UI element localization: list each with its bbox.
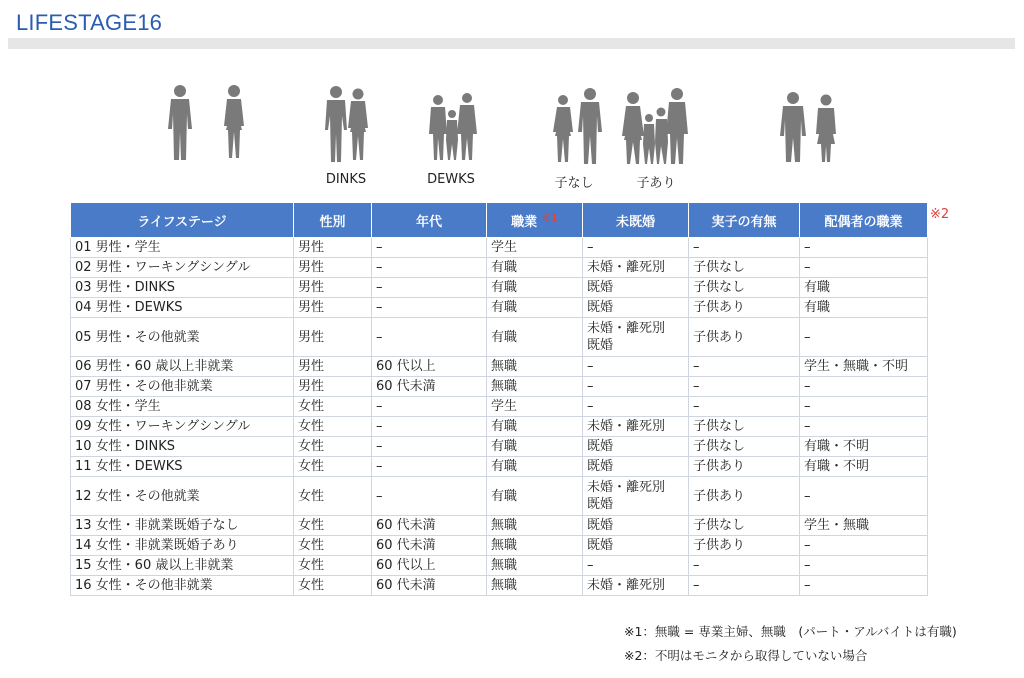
figure-label-no-children: 子なし — [554, 176, 594, 191]
cell-children: 子供あり — [689, 318, 800, 357]
table-row — [71, 477, 928, 516]
cell-spouse-occupation: 有職・不明 — [800, 437, 928, 457]
cell-marital-status: 既婚 — [583, 437, 689, 457]
cell-age: 60 代未満 — [372, 536, 487, 556]
cell-lifestage: 03 男性・DINKS — [71, 278, 294, 298]
cell-marital-status: 既婚 — [583, 457, 689, 477]
cell-occupation: 有職 — [487, 417, 583, 437]
figure-label-with-children: 子あり — [636, 176, 676, 191]
cell-gender: 男性 — [294, 258, 372, 278]
lifestage-table — [70, 202, 928, 596]
cell-children: 子供あり — [689, 536, 800, 556]
cell-marital-status — [583, 477, 689, 516]
header-spouse-occupation: 配偶者の職業 — [800, 203, 928, 238]
note-mark-1: ※1 — [541, 210, 558, 224]
cell-gender: 男性 — [294, 377, 372, 397]
cell-children: – — [689, 576, 800, 596]
cell-lifestage: 15 女性・60 歳以上非就業 — [71, 556, 294, 576]
cell-occupation: 有職 — [487, 298, 583, 318]
cell-occupation: 無職 — [487, 536, 583, 556]
header-children: 実子の有無 — [689, 203, 800, 238]
cell-line: 既婚 — [587, 497, 614, 512]
cell-lifestage: 10 女性・DINKS — [71, 437, 294, 457]
cell-gender: 女性 — [294, 556, 372, 576]
header-lifestage: ライフステージ — [71, 203, 294, 238]
cell-lifestage: 05 男性・その他就業 — [71, 318, 294, 357]
cell-gender: 女性 — [294, 576, 372, 596]
footnote-2: ※2：不明はモニタから取得していない場合 — [624, 648, 868, 663]
cell-marital-status: – — [583, 397, 689, 417]
cell-marital-status: 既婚 — [583, 298, 689, 318]
cell-line: 未婚・離死別 — [587, 321, 666, 336]
title-underline-bar — [8, 38, 1015, 49]
cell-lifestage: 11 女性・DEWKS — [71, 457, 294, 477]
figure-label-dinks: DINKS — [325, 172, 367, 187]
cell-line: 既婚 — [587, 338, 614, 353]
cell-lifestage: 08 女性・学生 — [71, 397, 294, 417]
table-row — [71, 457, 928, 477]
table-row — [71, 556, 928, 576]
cell-lifestage: 13 女性・非就業既婚子なし — [71, 516, 294, 536]
cell-occupation: 有職 — [487, 477, 583, 516]
table-row — [71, 397, 928, 417]
cell-spouse-occupation: – — [800, 258, 928, 278]
header-age: 年代 — [372, 203, 487, 238]
cell-lifestage: 06 男性・60 歳以上非就業 — [71, 357, 294, 377]
cell-gender: 女性 — [294, 417, 372, 437]
cell-occupation: 学生 — [487, 397, 583, 417]
cell-marital-status: 未婚・離死別 — [583, 576, 689, 596]
header-gender: 性別 — [294, 203, 372, 238]
table-row — [71, 417, 928, 437]
cell-age: – — [372, 258, 487, 278]
cell-children: 子供なし — [689, 258, 800, 278]
table-row — [71, 536, 928, 556]
header-occupation: 職業 $^{※1}$ — [487, 203, 583, 238]
childless-couple-silhouette-icon — [552, 84, 607, 166]
cell-marital-status: – — [583, 556, 689, 576]
table-row — [71, 298, 928, 318]
cell-spouse-occupation: – — [800, 377, 928, 397]
cell-gender: 女性 — [294, 516, 372, 536]
cell-children: – — [689, 556, 800, 576]
cell-gender: 男性 — [294, 238, 372, 258]
cell-gender: 女性 — [294, 457, 372, 477]
cell-occupation: 有職 — [487, 258, 583, 278]
cell-marital-status: 未婚・離死別 — [583, 258, 689, 278]
cell-children: 子供あり — [689, 457, 800, 477]
cell-occupation: 無職 — [487, 377, 583, 397]
page-title: LIFESTAGE16 — [16, 10, 163, 35]
cell-age: 60 代未満 — [372, 377, 487, 397]
table-row — [71, 318, 928, 357]
cell-age: – — [372, 457, 487, 477]
cell-marital-status: 既婚 — [583, 516, 689, 536]
cell-spouse-occupation: 有職 — [800, 298, 928, 318]
cell-spouse-occupation: – — [800, 576, 928, 596]
cell-children: – — [689, 377, 800, 397]
cell-children: 子供なし — [689, 437, 800, 457]
cell-lifestage: 09 女性・ワーキングシングル — [71, 417, 294, 437]
cell-children: – — [689, 397, 800, 417]
note-mark-2: ※2 — [930, 207, 950, 222]
table-row — [71, 238, 928, 258]
cell-lifestage: 14 女性・非就業既婚子あり — [71, 536, 294, 556]
table-row — [71, 278, 928, 298]
cell-age: 60 代以上 — [372, 556, 487, 576]
cell-age: – — [372, 397, 487, 417]
cell-spouse-occupation: – — [800, 477, 928, 516]
cell-spouse-occupation: – — [800, 556, 928, 576]
cell-age: – — [372, 278, 487, 298]
table-row — [71, 576, 928, 596]
table-row — [71, 258, 928, 278]
cell-children: – — [689, 238, 800, 258]
cell-spouse-occupation: 学生・無職 — [800, 516, 928, 536]
dewks-family-silhouette-icon — [428, 84, 478, 162]
cell-children: 子供あり — [689, 477, 800, 516]
table-row — [71, 377, 928, 397]
cell-children: 子供なし — [689, 417, 800, 437]
cell-spouse-occupation: – — [800, 397, 928, 417]
cell-line: 未婚・離死別 — [587, 480, 666, 495]
cell-lifestage: 07 男性・その他非就業 — [71, 377, 294, 397]
cell-marital-status: 既婚 — [583, 536, 689, 556]
cell-gender: 男性 — [294, 298, 372, 318]
cell-age: 60 代未満 — [372, 516, 487, 536]
cell-gender: 男性 — [294, 357, 372, 377]
cell-spouse-occupation: – — [800, 417, 928, 437]
elderly-couple-silhouette-icon — [778, 84, 840, 164]
cell-occupation: 有職 — [487, 278, 583, 298]
cell-gender: 女性 — [294, 536, 372, 556]
table-row — [71, 437, 928, 457]
cell-spouse-occupation: 学生・無職・不明 — [800, 357, 928, 377]
cell-spouse-occupation: – — [800, 318, 928, 357]
cell-spouse-occupation: 有職 — [800, 278, 928, 298]
cell-lifestage: 01 男性・学生 — [71, 238, 294, 258]
dinks-couple-silhouette-icon — [322, 84, 372, 164]
cell-lifestage: 12 女性・その他就業 — [71, 477, 294, 516]
cell-marital-status: – — [583, 357, 689, 377]
cell-occupation: 無職 — [487, 556, 583, 576]
table-row — [71, 357, 928, 377]
cell-age: – — [372, 477, 487, 516]
cell-age: – — [372, 298, 487, 318]
cell-age: – — [372, 437, 487, 457]
cell-gender: 女性 — [294, 437, 372, 457]
cell-occupation: 学生 — [487, 238, 583, 258]
footnote-1: ※1：無職 = 専業主婦、無職 (パート・アルバイトは有職) — [624, 624, 957, 639]
cell-marital-status — [583, 318, 689, 357]
cell-marital-status: – — [583, 377, 689, 397]
cell-occupation: 無職 — [487, 357, 583, 377]
cell-age: 60 代未満 — [372, 576, 487, 596]
cell-gender: 女性 — [294, 397, 372, 417]
cell-children: 子供なし — [689, 516, 800, 536]
cell-children: 子供あり — [689, 298, 800, 318]
single-woman-silhouette-icon — [221, 84, 247, 160]
cell-spouse-occupation: 有職・不明 — [800, 457, 928, 477]
cell-lifestage: 16 女性・その他非就業 — [71, 576, 294, 596]
figure-label-dewks: DEWKS — [427, 172, 475, 187]
cell-marital-status: 未婚・離死別 — [583, 417, 689, 437]
cell-children: 子供なし — [689, 278, 800, 298]
cell-spouse-occupation: – — [800, 536, 928, 556]
cell-age: – — [372, 417, 487, 437]
cell-spouse-occupation: – — [800, 238, 928, 258]
family-with-children-silhouette-icon — [622, 84, 690, 166]
header-marital-status: 未既婚 — [583, 203, 689, 238]
cell-age: – — [372, 238, 487, 258]
cell-occupation: 有職 — [487, 457, 583, 477]
cell-gender: 男性 — [294, 278, 372, 298]
table-row — [71, 516, 928, 536]
table-header-row — [71, 203, 928, 238]
cell-age: 60 代以上 — [372, 357, 487, 377]
cell-age: – — [372, 318, 487, 357]
single-man-silhouette-icon — [165, 84, 195, 162]
cell-occupation: 有職 — [487, 437, 583, 457]
cell-gender: 女性 — [294, 477, 372, 516]
cell-gender: 男性 — [294, 318, 372, 357]
cell-occupation: 無職 — [487, 516, 583, 536]
cell-children: – — [689, 357, 800, 377]
cell-lifestage: 02 男性・ワーキングシングル — [71, 258, 294, 278]
cell-marital-status: – — [583, 238, 689, 258]
cell-marital-status: 既婚 — [583, 278, 689, 298]
cell-occupation: 無職 — [487, 576, 583, 596]
cell-lifestage: 04 男性・DEWKS — [71, 298, 294, 318]
cell-occupation: 有職 — [487, 318, 583, 357]
